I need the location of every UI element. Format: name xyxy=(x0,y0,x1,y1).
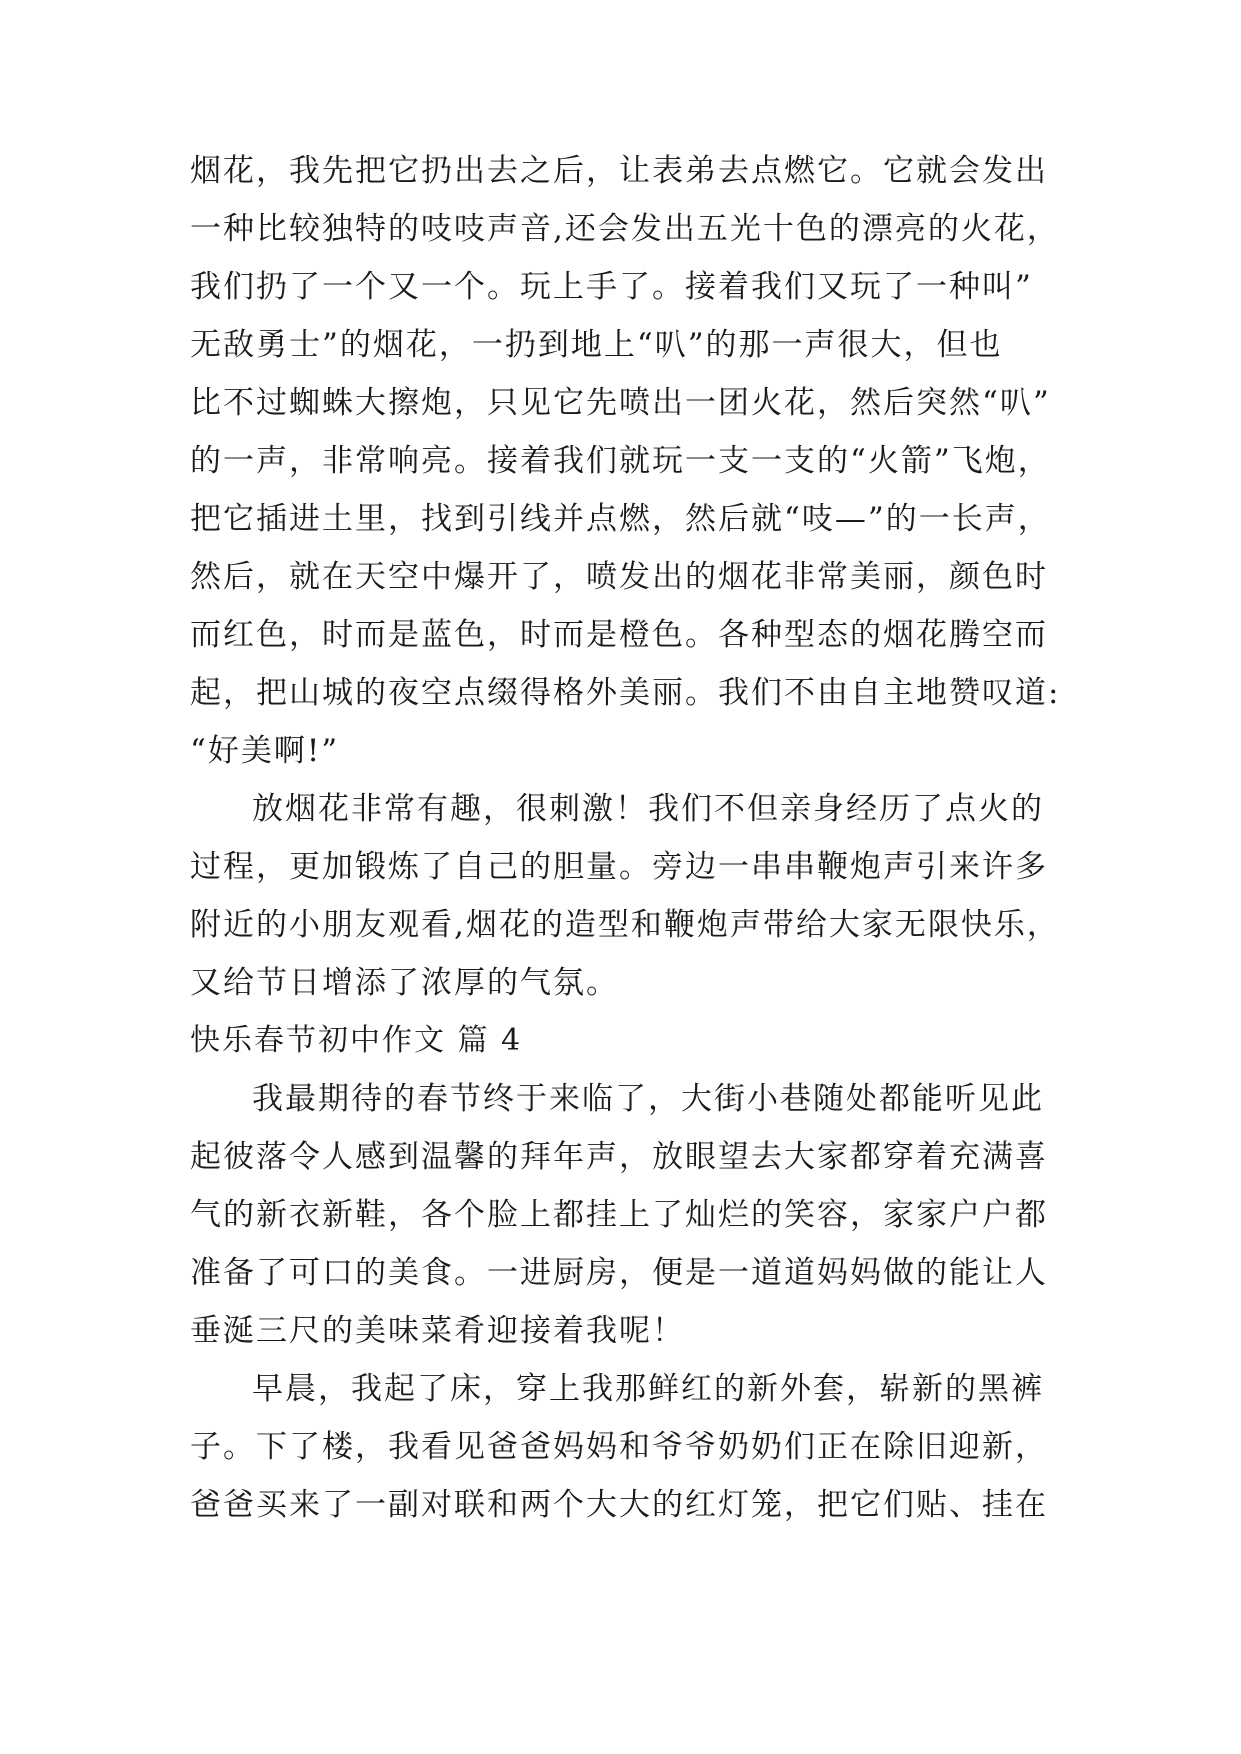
text-line: 无敌勇士”的烟花，一扔到地上“叭”的那一声很大，但也 xyxy=(190,327,1003,363)
text-line: 子。下了楼，我看见爸爸妈妈和爷爷奶奶们正在除旧迎新， xyxy=(190,1429,1048,1465)
text-line: 早晨，我起了床，穿上我那鲜红的新外套，崭新的黑裤 xyxy=(252,1371,1044,1407)
text-line: 然后，就在天空中爆开了，喷发出的烟花非常美丽，颜色时 xyxy=(190,559,1048,595)
text-line: 烟花，我先把它扔出去之后，让表弟去点燃它。它就会发出 xyxy=(190,153,1048,189)
section-heading: 快乐春节初中作文 篇 4 xyxy=(190,1023,523,1058)
text-line: 气的新衣新鞋，各个脸上都挂上了灿烂的笑容，家家户户都 xyxy=(190,1197,1048,1233)
text-line: 又给节日增添了浓厚的气氛。 xyxy=(190,965,619,1001)
text-line: 比不过蜘蛛大擦炮，只见它先喷出一团火花，然后突然“叭” xyxy=(190,385,1051,421)
text-line: 起彼落令人感到温馨的拜年声，放眼望去大家都穿着充满喜 xyxy=(190,1139,1048,1175)
text-line: 垂涎三尺的美味菜肴迎接着我呢！ xyxy=(190,1313,685,1349)
text-line: 的一声，非常响亮。接着我们就玩一支一支的“火箭”飞炮， xyxy=(190,443,1051,479)
text-line: 我们扔了一个又一个。玩上手了。接着我们又玩了一种叫” xyxy=(190,269,1033,305)
text-line: 一种比较独特的吱吱声音,还会发出五光十色的漂亮的火花， xyxy=(190,211,1060,247)
text-line: 附近的小朋友观看,烟花的造型和鞭炮声带给大家无限快乐， xyxy=(190,907,1060,943)
text-line: 我最期待的春节终于来临了，大街小巷随处都能听见此 xyxy=(252,1081,1044,1117)
text-line: 爸爸买来了一副对联和两个大大的红灯笼，把它们贴、挂在 xyxy=(190,1487,1048,1523)
text-line: 准备了可口的美食。一进厨房，便是一道道妈妈做的能让人 xyxy=(190,1255,1048,1291)
text-line: 放烟花非常有趣，很刺激！我们不但亲身经历了点火的 xyxy=(252,791,1044,827)
text-line: “好美啊!” xyxy=(190,733,340,769)
text-line: 而红色，时而是蓝色，时而是橙色。各种型态的烟花腾空而 xyxy=(190,617,1048,653)
text-line: 起，把山城的夜空点缀得格外美丽。我们不由自主地赞叹道: xyxy=(190,675,1061,711)
text-line: 过程，更加锻炼了自己的胆量。旁边一串串鞭炮声引来许多 xyxy=(190,849,1048,885)
text-line: 把它插进土里，找到引线并点燃，然后就“吱—”的一长声， xyxy=(190,501,1051,537)
